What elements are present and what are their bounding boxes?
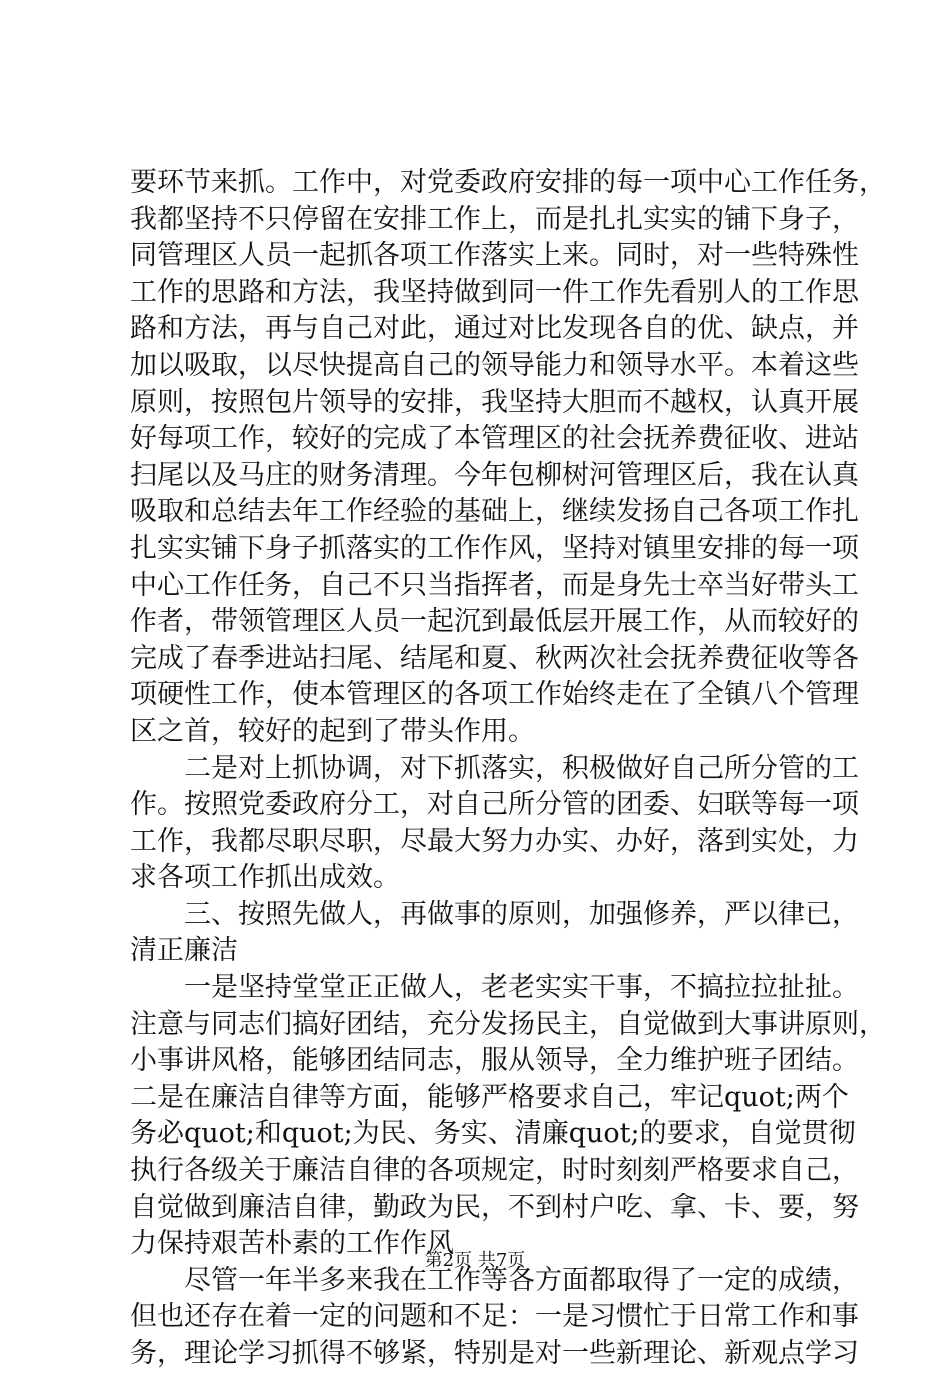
paragraph-start-line: 尽管一年半多来我在工作等各方面都取得了一定的成绩，	[184, 1264, 859, 1296]
text-line: 作。按照党委政府分工，对自己所分管的团委、妇联等每一项	[130, 789, 859, 821]
text-line: 注意与同志们搞好团结，充分发扬民主，自觉做到大事讲原则，	[130, 1008, 886, 1040]
text-line: 原则，按照包片领导的安排，我坚持大胆而不越权，认真开展	[130, 386, 859, 418]
text-line: 自觉做到廉洁自律，勤政为民，不到村户吃、拿、卡、要，努	[130, 1191, 859, 1223]
text-line: 同管理区人员一起抓各项工作落实上来。同时，对一些特殊性	[130, 240, 859, 272]
text-line: 我都坚持不只停留在安排工作上，而是扎扎实实的铺下身子，	[130, 203, 859, 235]
text-line: 工作的思路和方法，我坚持做到同一件工作先看别人的工作思	[130, 276, 859, 308]
text-line: 工作，我都尽职尽职，尽最大努力办实、办好，落到实处，力	[130, 825, 859, 857]
text-line: 小事讲风格，能够团结同志，服从领导，全力维护班子团结。	[130, 1045, 859, 1077]
text-line: 路和方法，再与自己对此，通过对比发现各自的优、缺点，并	[130, 313, 859, 345]
text-line: 求各项工作抓出成效。	[130, 862, 400, 894]
text-line: 吸取和总结去年工作经验的基础上，继续发扬自己各项工作扎	[130, 496, 859, 528]
text-line: 好每项工作，较好的完成了本管理区的社会抚养费征收、进站	[130, 423, 859, 455]
text-line: 二是在廉洁自律等方面，能够严格要求自己，牢记quot;两个	[130, 1081, 849, 1113]
text-line: 作者，带领管理区人员一起沉到最低层开展工作，从而较好的	[130, 606, 859, 638]
text-line: 执行各级关于廉洁自律的各项规定，时时刻刻严格要求自己，	[130, 1155, 859, 1187]
text-line: 务必quot;和quot;为民、务实、清廉quot;的要求，自觉贯彻	[130, 1118, 856, 1150]
text-line: 力保持艰苦朴素的工作作风	[130, 1228, 454, 1260]
text-line: 区之首，较好的起到了带头作用。	[130, 715, 535, 747]
text-line: 加以吸取，以尽快提高自己的领导能力和领导水平。本着这些	[130, 349, 859, 381]
text-line: 项硬性工作，使本管理区的各项工作始终走在了全镇八个管理	[130, 679, 859, 711]
section-heading-line: 三、按照先做人，再做事的原则，加强修养，严以律已，	[184, 898, 859, 930]
text-line: 中心工作任务，自己不只当指挥者，而是身先士卒当好带头工	[130, 569, 859, 601]
section-heading-line: 清正廉洁	[130, 935, 238, 967]
body-text	[130, 165, 886, 1373]
text-line: 完成了春季进站扫尾、结尾和夏、秋两次社会抚养费征收等各	[130, 642, 859, 674]
text-line: 扫尾以及马庄的财务清理。今年包柳树河管理区后，我在认真	[130, 459, 859, 491]
text-line: 要环节来抓。工作中，对党委政府安排的每一项中心工作任务，	[130, 167, 886, 198]
paragraph-start-line: 一是坚持堂堂正正做人，老老实实干事，不搞拉拉扯扯。	[184, 972, 859, 1004]
page-number-footer: 第2页 共7页	[424, 1250, 526, 1271]
text-line: 务，理论学习抓得不够紧，特别是对一些新理论、新观点学习	[130, 1338, 859, 1369]
paragraph-start-line: 二是对上抓协调，对下抓落实，积极做好自己所分管的工	[184, 752, 859, 784]
text-line: 扎实实铺下身子抓落实的工作作风，坚持对镇里安排的每一项	[130, 532, 859, 564]
text-line: 但也还存在着一定的问题和不足：一是习惯忙于日常工作和事	[130, 1301, 859, 1333]
